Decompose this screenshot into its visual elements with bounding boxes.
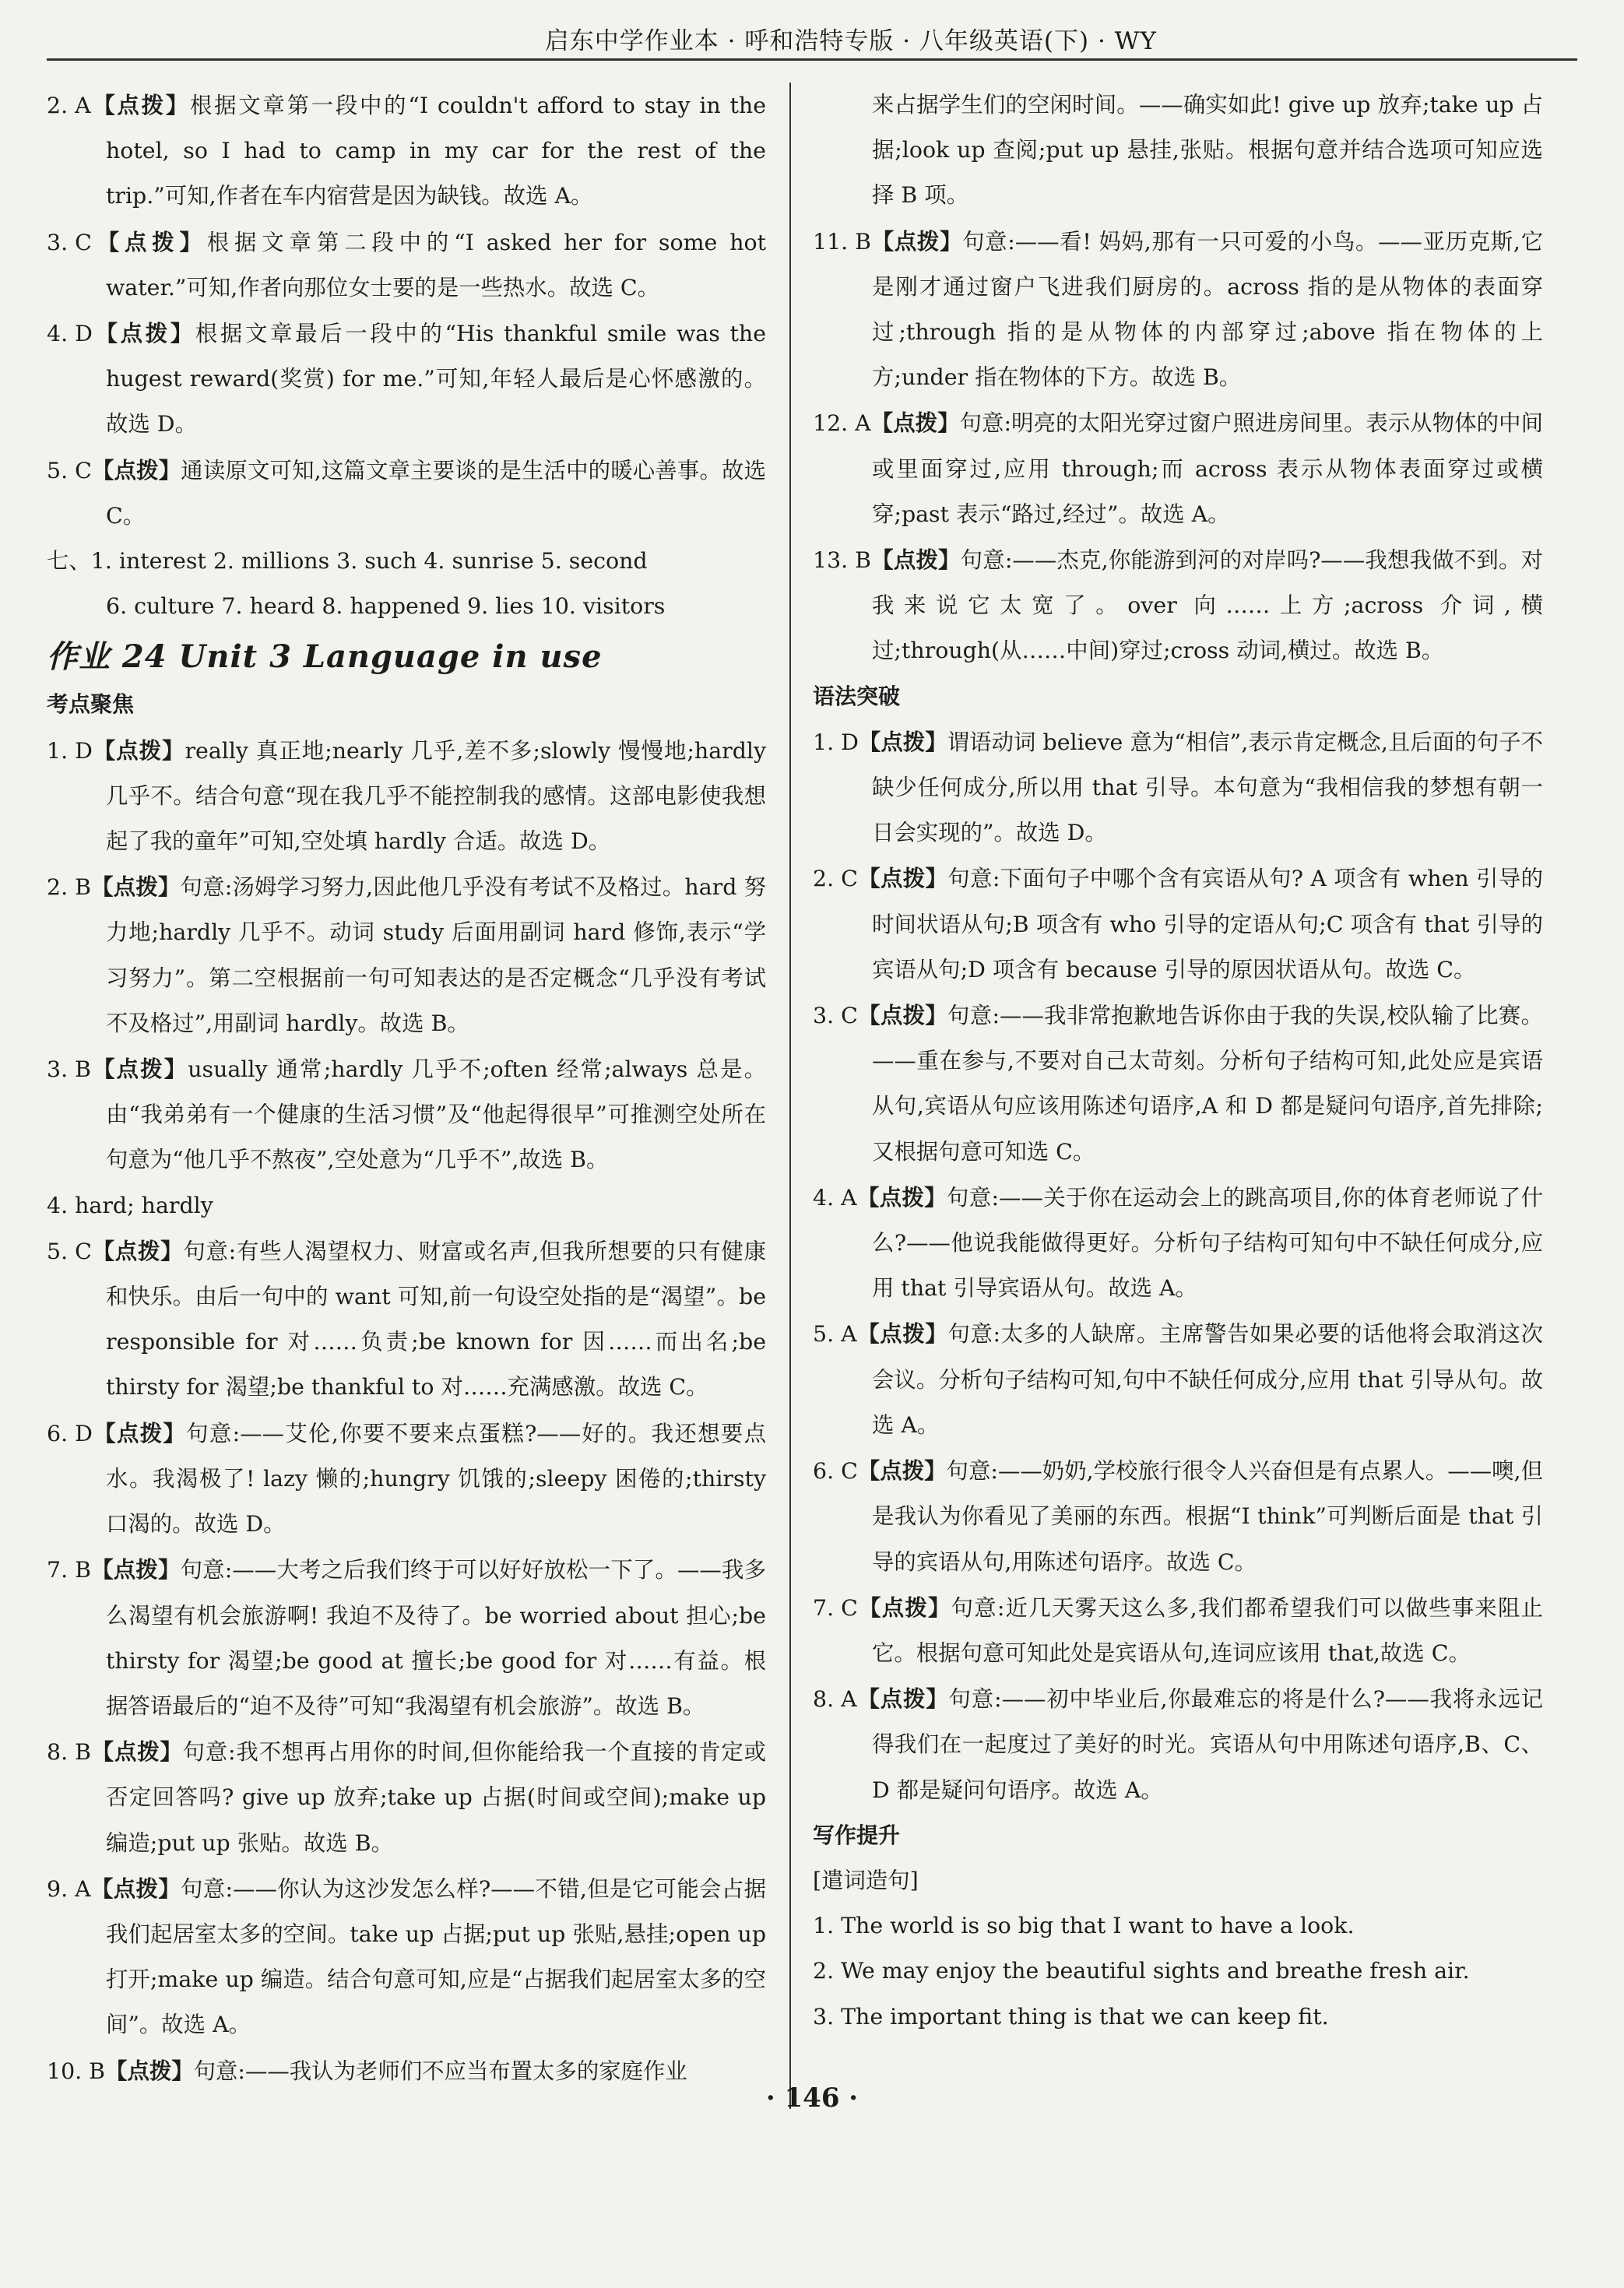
item-number: 1. D [47, 737, 93, 764]
item-number: 12. A [813, 410, 871, 437]
item-number: 13. B [813, 547, 872, 574]
hint-tag: 【点拨】 [858, 728, 947, 755]
kaodian-cont-item-3 [813, 537, 1543, 674]
item-text: 句意:——初中毕业后,你最难忘的将是什么?——我将永远记得我们在一起度过了美好的时光。宾语从句中用陈述句语序,B、C、D 都是疑问句语序。故选 A。 [872, 1686, 1543, 1803]
item-text: 句意:近几天雾天这么多,我们都希望我们可以做些事来阻止它。根据句意可知此处是宾语从句,连词应该用 that,故选 C。 [872, 1594, 1543, 1666]
xiezuo-subtitle: [遣词造句] [813, 1867, 919, 1893]
hint-tag: 【点拨】 [91, 228, 207, 255]
item-text: 根据文章第二段中的“I asked her for some hot water.”可知,作者向那位女士要的是一些热水。故选 C。 [106, 229, 766, 300]
hint-tag: 【点拨】 [856, 1183, 947, 1211]
kaodian-item-6 [47, 1411, 766, 1548]
answer-list-right [813, 219, 1543, 674]
section-title: 作业 24 Unit 3 Language in use [47, 638, 603, 676]
kaodian-list [47, 728, 766, 2094]
xiezuo-title: 写作提升 [813, 1822, 901, 1848]
item-number: 3. C [47, 229, 92, 255]
answer-list-continued [47, 83, 766, 539]
item-text: 句意:——奶奶,学校旅行很令人兴奋但是有点累人。——噢,但是我认为你看见了美丽的东西。根据“I think”可判断后面是 that 引导的宾语从句,用陈述句语序。故选 C。 [872, 1458, 1543, 1575]
kaodian-item-5 [47, 1228, 766, 1411]
item-number: 10. B [47, 2058, 106, 2084]
reading-item-4 [47, 448, 766, 539]
item-text: 句意:太多的人缺席。主席警告如果必要的话他将会取消这次会议。分析句子结构可知,句中不缺任何成分,应用 that 引导从句。故选 A。 [872, 1321, 1543, 1438]
item-text: 根据文章第一段中的“I couldn't afford to stay in the hotel, so I had to camp in my car for the rest of the trip.”可知,作者在车内宿营是因为缺钱。故选 A。 [106, 93, 766, 209]
item-10-continued: 来占据学生们的空闲时间。——确实如此! give up 放弃;take up 占据;look up 查阅;put up 悬挂,张贴。根据句意并结合选项可知应选择 B 项。 [872, 92, 1543, 209]
item-number: 4. A [813, 1184, 857, 1211]
hint-tag: 【点拨】 [857, 1457, 947, 1485]
hint-tag: 【点拨】 [90, 1875, 181, 1902]
hint-tag: 【点拨】 [92, 1419, 187, 1446]
item-number: 3. C [813, 1003, 858, 1029]
item-number: 2. A [47, 93, 91, 118]
item-number: 4. D [47, 321, 93, 347]
kaodian-item-8 [47, 1729, 766, 1866]
xiezuo-line-3: 3. The important thing is that we can keep fit. [813, 2003, 1329, 2030]
item-text: 谓语动词 believe 意为“相信”,表示肯定概念,且后面的句子不缺少任何成分,所以用 that 引导。本句意为“我相信我的梦想有朝一日会实现的”。故选 D。 [872, 729, 1543, 846]
hint-tag: 【点拨】 [92, 736, 185, 764]
yufa-item-2 [813, 856, 1543, 993]
hint-tag: 【点拨】 [857, 1002, 948, 1029]
hint-tag: 【点拨】 [90, 1056, 188, 1083]
hint-tag: 【点拨】 [870, 409, 960, 437]
yufa-item-1 [813, 719, 1543, 856]
item-text: 句意:明亮的太阳光穿过窗户照进房间里。表示从物体的中间或里面穿过,应用 through;而 across 表示从物体表面穿过或横穿;past 表示“路过,经过”。故选 A。 [872, 410, 1543, 527]
item-text: 句意:——我认为老师们不应当布置太多的家庭作业 [193, 2058, 687, 2084]
section-seven-line1: 七、1. interest 2. millions 3. such 4. sunrise 5. second [47, 548, 648, 575]
page-number: · 146 · [765, 2082, 859, 2114]
reading-item-2 [47, 220, 766, 311]
item-number: 6. C [813, 1458, 858, 1485]
hint-tag: 【点拨】 [856, 1685, 949, 1713]
item-number: 8. A [813, 1686, 857, 1713]
hint-tag: 【点拨】 [871, 547, 961, 574]
section-seven-line2: 6. culture 7. heard 8. happened 9. lies 10. visitors [106, 593, 666, 620]
yufa-item-6 [813, 1448, 1543, 1585]
xiezuo-line-2: 2. We may enjoy the beautiful sights and breathe fresh air. [813, 1958, 1470, 1984]
right-column [813, 83, 1543, 2093]
xiezuo-line-1: 1. The world is so big that I want to have a look. [813, 1913, 1355, 1939]
item-text: 句意:——杰克,你能游到河的对岸吗?——我想我做不到。对我来说它太宽了。over 向……上方;across 介词,横过;through(从……中间)穿过;cross 动词,横过。故选 B。 [872, 547, 1543, 664]
item-number: 5. C [47, 1238, 92, 1264]
item-number: 7. C [813, 1594, 858, 1621]
kaodian-item-2 [47, 864, 766, 1046]
yufa-list [813, 719, 1543, 1813]
item-number: 8. B [47, 1739, 91, 1766]
kaodian-cont-item-1 [813, 219, 1543, 401]
column-divider [789, 83, 791, 2109]
item-text: 句意:汤姆学习努力,因此他几乎没有考试不及格过。hard 努力地;hardly 几乎不。动词 study 后面用副词 hard 修饰,表示“学习努力”。第二空根据前一句可知表达的是否定概念“几乎没有考试不及格过”,用副词 hardly。故选 B。 [106, 874, 766, 1036]
yufa-title: 语法突破 [813, 683, 901, 709]
item-number: 4. hard; hardly [47, 1192, 213, 1218]
item-number: 2. C [813, 866, 858, 892]
kaodian-item-9 [47, 1866, 766, 2048]
item-text: 句意:——大考之后我们终于可以好好放松一下了。——我多么渴望有机会旅游啊! 我迫不及待了。be worried about 担心;be thirsty for 渴望;be good at 擅长;be good for 对……有益。根据答语最后的“迫不及待”可知“我渴望有机会旅游”。故选 B。 [106, 1557, 766, 1719]
reading-item-1 [47, 83, 766, 220]
yufa-item-5 [813, 1311, 1543, 1448]
item-text: 句意:——你认为这沙发怎么样?——不错,但是它可能会占据我们起居室太多的空间。take up 占据;put up 张贴,悬挂;open up 打开;make up 编造。结合句意可知,应是“占据我们起居室太多的空间”。故选 A。 [106, 1875, 766, 2038]
item-text: 句意:有些人渴望权力、财富或名声,但我所想要的只有健康和快乐。由后一句中的 want 可知,前一句设空处指的是“渴望”。be responsible for 对……负责;be known for 因……而出名;be thirsty for 渴望;be thankful to 对……充满感激。故选 C。 [106, 1238, 766, 1401]
item-number: 2. B [47, 874, 91, 901]
hint-tag: 【点拨】 [90, 92, 190, 118]
hint-tag: 【点拨】 [91, 1237, 184, 1264]
hint-tag: 【点拨】 [856, 1320, 948, 1348]
running-header: 启东中学作业本 · 呼和浩特专版 · 八年级英语(下) · WY [47, 23, 1577, 61]
hint-tag: 【点拨】 [90, 873, 181, 901]
item-text: 通读原文可知,这篇文章主要谈的是生活中的暖心善事。故选 C。 [106, 457, 766, 529]
hint-tag: 【点拨】 [90, 1738, 183, 1766]
reading-item-3 [47, 311, 766, 448]
item-text: 句意:下面句子中哪个含有宾语从句? A 项含有 when 引导的时间状语从句;B 项含有 who 引导的定语从句;C 项含有 that 引导的宾语从句;D 项含有 because 引导的原因状语从句。故选 C。 [872, 866, 1543, 982]
hint-tag: 【点拨】 [857, 865, 948, 892]
hint-tag: 【点拨】 [857, 1594, 951, 1621]
hint-tag: 【点拨】 [105, 2057, 194, 2084]
item-number: 5. C [47, 457, 92, 483]
yufa-item-8 [813, 1676, 1543, 1813]
item-text: 句意:——关于你在运动会上的跳高项目,你的体育老师说了什么?——他说我能做得更好。分析句子结构可知句中不缺任何成分,应用 that 引导宾语从句。故选 A。 [872, 1184, 1543, 1302]
item-number: 1. D [813, 729, 859, 755]
yufa-item-3 [813, 993, 1543, 1175]
yufa-item-4 [813, 1175, 1543, 1312]
hint-tag: 【点拨】 [92, 320, 195, 347]
hint-tag: 【点拨】 [90, 1556, 181, 1583]
xiezuo-list [813, 1903, 1543, 2040]
yufa-item-7 [813, 1585, 1543, 1676]
item-text: 句意:——我非常抱歉地告诉你由于我的失误,校队输了比赛。——重在参与,不要对自己太苛刻。分析句子结构可知,此处应是宾语从句,宾语从句应该用陈述句语序,A 和 D 都是疑问句语序,首先排除;又根据句意可知选 C。 [872, 1003, 1543, 1165]
left-column [47, 83, 766, 2093]
hint-tag: 【点拨】 [91, 456, 181, 483]
item-text: 根据文章最后一段中的“His thankful smile was the hugest reward(奖赏) for me.”可知,年轻人最后是心怀感激的。故选 D。 [106, 321, 766, 438]
kaodian-title: 考点聚焦 [47, 691, 135, 718]
item-text: 句意:我不想再占用你的时间,但你能给我一个直接的肯定或否定回答吗? give up 放弃;take up 占据(时间或空间);make up 编造;put up 张贴。故选 B。 [106, 1739, 766, 1856]
kaodian-item-7 [47, 1547, 766, 1729]
section-seven-label: 七、 [47, 548, 91, 575]
item-number: 11. B [813, 228, 872, 255]
item-number: 9. A [47, 1875, 91, 1902]
kaodian-cont-item-2 [813, 400, 1543, 537]
item-number: 5. A [813, 1321, 857, 1348]
kaodian-item-1 [47, 728, 766, 865]
hint-tag: 【点拨】 [871, 227, 963, 255]
item-number: 7. B [47, 1557, 91, 1583]
item-text: 句意:——艾伦,你要不要来点蛋糕?——好的。我还想要点水。我渴极了! lazy 懒的;hungry 饥饿的;sleepy 困倦的;thirsty 口渴的。故选 D。 [106, 1420, 766, 1538]
kaodian-item-4 [47, 1183, 766, 1228]
item-text: really 真正地;nearly 几乎,差不多;slowly 慢慢地;hardly 几乎不。结合句意“现在我几乎不能控制我的感情。这部电影使我想起了我的童年”可知,空处填 hardly 合适。故选 D。 [106, 737, 766, 855]
item-text: usually 通常;hardly 几乎不;often 经常;always 总是。由“我弟弟有一个健康的生活习惯”及“他起得很早”可推测空处所在句意为“他几乎不熬夜”,空处意为“几乎不”,故选 B。 [106, 1056, 766, 1173]
kaodian-item-3 [47, 1046, 766, 1183]
item-number: 3. B [47, 1056, 91, 1083]
item-number: 6. D [47, 1420, 93, 1446]
item-text: 句意:——看! 妈妈,那有一只可爱的小鸟。——亚历克斯,它是刚才通过窗户飞进我们厨房的。across 指的是从物体的表面穿过;through 指的是从物体的内部穿过;above 指在物体的上方;under 指在物体的下方。故选 B。 [872, 228, 1543, 391]
